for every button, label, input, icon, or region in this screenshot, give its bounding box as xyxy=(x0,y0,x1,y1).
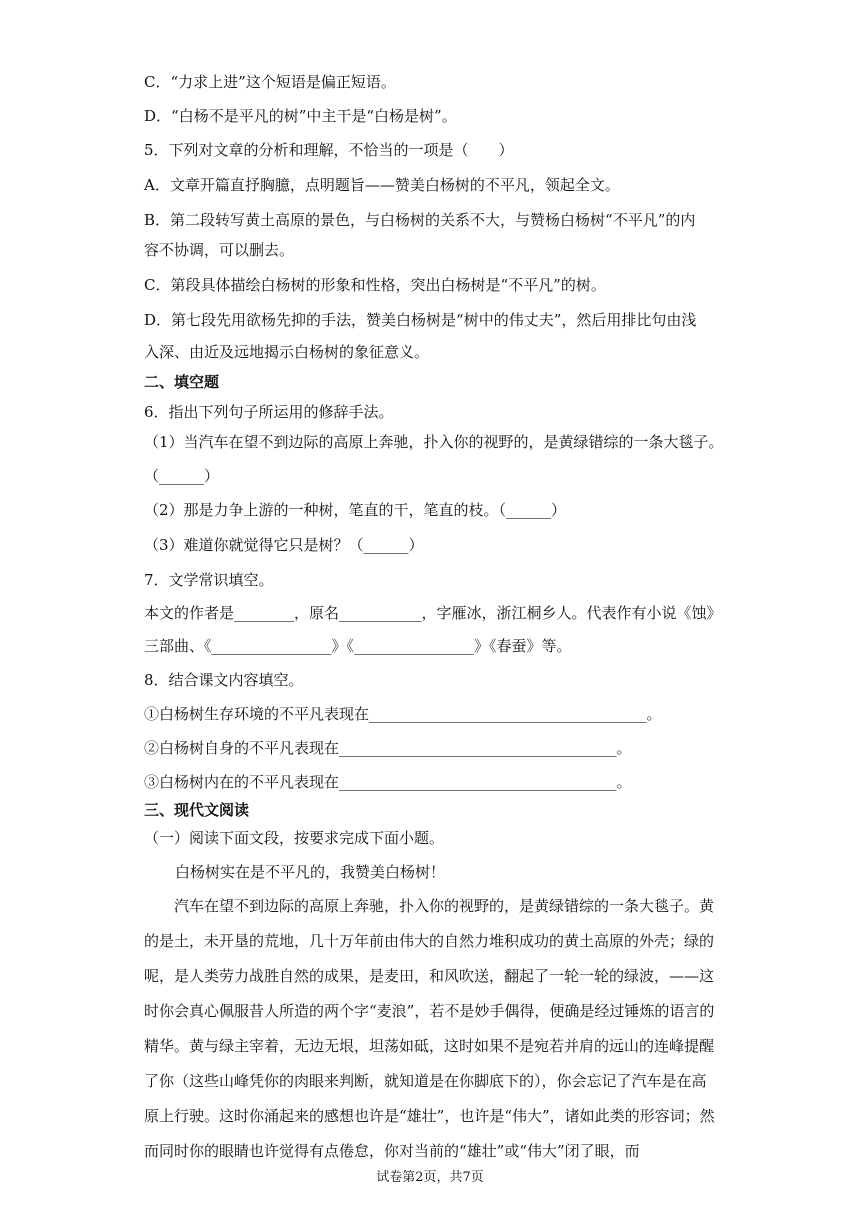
q6-stem: 6．指出下列句子所运用的修辞手法。 xyxy=(144,403,394,421)
q5-stem: 5．下列对文章的分析和理解，不恰当的一项是（ ） xyxy=(144,141,514,159)
q8-stem: 8．结合课文内容填空。 xyxy=(144,671,304,689)
q7-line-2: 三部曲、《________________》《________________》《春蚕》等。 xyxy=(144,637,572,655)
q5-option-a: A．文章开篇直抒胸臆，点明题旨——赞美白杨树的不平凡，领起全文。 xyxy=(144,176,620,194)
q8-line-2: ②白杨树自身的不平凡表现在_____________________________________。 xyxy=(144,739,632,757)
section-heading-fill-blank: 二、填空题 xyxy=(144,373,220,391)
q6-sentence-2: （2）那是力争上游的一种树，笔直的干，笔直的枝。（______） xyxy=(144,501,567,519)
page-footer: 试卷第2页，共7页 xyxy=(376,1170,484,1185)
q6-sentence-1-blank: （______） xyxy=(144,467,220,485)
q5-option-d-line1: D．第七段先用欲杨先抑的手法，赞美白杨树是“树中的伟丈夫”，然后用排比句由浅 xyxy=(144,311,697,329)
q5-option-c: C．第段具体描绘白杨树的形象和性格，突出白杨树是“不平凡”的树。 xyxy=(144,276,606,294)
q5-option-b-line1: B．第二段转写黄土高原的景色，与白杨树的关系不大，与赞杨白杨树“不平凡”的内 xyxy=(144,211,696,229)
reading-paragraph-1: 白杨树实在是不平凡的，我赞美白杨树！ xyxy=(175,863,446,881)
q8-line-1: ①白杨树生存环境的不平凡表现在_____________________________________。 xyxy=(144,705,662,723)
q5-option-b-line2: 容不协调，可以删去。 xyxy=(144,241,295,259)
reading-paragraph-2: 汽车在望不到边际的高原上奔驰，扑入你的视野的，是黄绿错综的一条大毯子。黄的是土，未开垦的荒地，几十万年前由伟大的自然力堆积成功的黄土高原的外壳；绿的呢，是人类劳力战胜自然的成果，是麦田，和风吹送，翻起了一轮一轮的绿波，——这时你会真心佩服昔人所造的两个字“麦浪”，若不是妙手偶得，便确是经过锤炼的语言的精华。黄与绿主宰着，无边无垠，坦荡如砥，这时如果不是宛若并肩的远山的连峰提醒了你（这些山峰凭你的肉眼来判断，就知道是在你脚底下的），你会忘记了汽车是在高原上行驶。这时你涌起来的感想也许是“雄壮”，也许是“伟大”，诸如此类的形容词；然而同时你的眼睛也许觉得有点倦怠，你对当前的“雄壮”或“伟大”闭了眼，而 xyxy=(144,897,715,1160)
q5-option-d-line2: 入深、由近及远地揭示白杨树的象征意义。 xyxy=(144,343,430,361)
q7-line-1: 本文的作者是________，原名___________，字雁冰，浙江桐乡人。代表作有小说《蚀》 xyxy=(144,604,722,622)
q7-stem: 7．文学常识填空。 xyxy=(144,571,274,589)
q6-sentence-3: （3）难道你就觉得它只是树？（______） xyxy=(144,536,424,554)
section-heading-reading: 三、现代文阅读 xyxy=(144,801,250,819)
q4-option-d: D．“白杨不是平凡的树”中主干是“白杨是树”。 xyxy=(144,107,457,125)
q8-line-3: ③白杨树内在的不平凡表现在_____________________________________。 xyxy=(144,773,632,791)
q4-option-c: C．“力求上进”这个短语是偏正短语。 xyxy=(144,73,396,91)
q6-sentence-1: （1）当汽车在望不到边际的高原上奔驰，扑入你的视野的，是黄绿错综的一条大毯子。 xyxy=(144,433,724,451)
reading-instruction: （一）阅读下面文段，按要求完成下面小题。 xyxy=(144,829,445,847)
